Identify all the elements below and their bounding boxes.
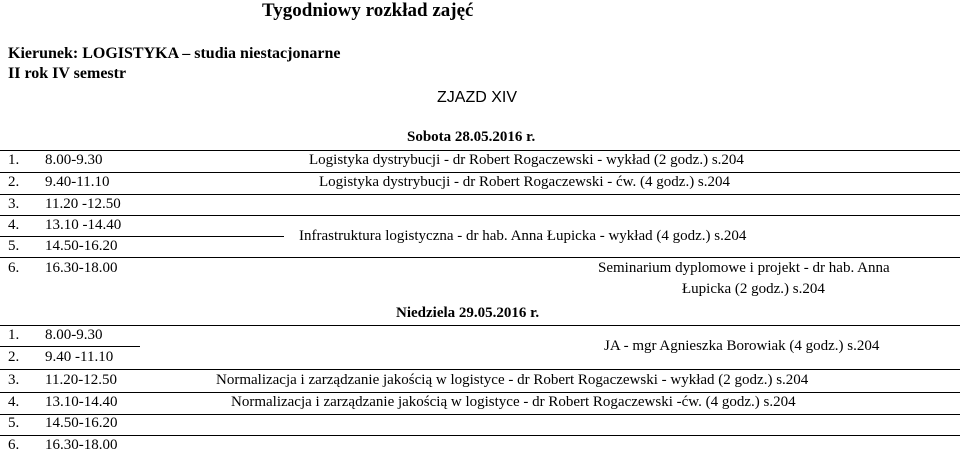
divider: [0, 435, 960, 436]
row-time: 11.20 -12.50: [45, 196, 121, 212]
row-number: 6.: [8, 260, 20, 276]
direction-prefix: Kierunek:: [8, 45, 83, 62]
row-number: 6.: [8, 437, 20, 453]
class-entry: Seminarium dyplomowe i projekt - dr hab. Anna: [598, 260, 890, 276]
row-time: 13.10-14.40: [45, 394, 118, 410]
divider: [0, 236, 284, 237]
divider: [0, 392, 960, 393]
saturday-day-label: Sobota 28.05.2016 r.: [407, 129, 536, 145]
row-time: 9.40-11.10: [45, 174, 110, 190]
divider: [0, 325, 960, 326]
divider: [0, 414, 960, 415]
divider: [0, 150, 960, 151]
divider: [0, 369, 960, 370]
year-semester: II rok IV semestr: [8, 65, 127, 82]
row-time: 8.00-9.30: [45, 327, 103, 343]
divider: [0, 257, 960, 258]
divider: [0, 172, 960, 173]
row-number: 5.: [8, 238, 20, 254]
divider: [0, 215, 960, 216]
row-number: 3.: [8, 372, 20, 388]
row-number: 3.: [8, 196, 20, 212]
class-entry: Logistyka dystrybucji - dr Robert Rogaczewski - wykład (2 godz.) s.204: [309, 152, 744, 168]
row-number: 4.: [8, 394, 20, 410]
direction-label: [8, 45, 340, 63]
row-time: 11.20-12.50: [45, 372, 117, 388]
class-entry: Infrastruktura logistyczna - dr hab. Anna Łupicka - wykład (4 godz.) s.204: [299, 228, 747, 244]
row-time: 14.50-16.20: [45, 238, 118, 254]
row-number: 1.: [8, 327, 20, 343]
class-entry: JA - mgr Agnieszka Borowiak (4 godz.) s.204: [604, 338, 880, 354]
direction-name: LOGISTYKA – studia niestacjonarne: [82, 45, 341, 62]
row-number: 4.: [8, 217, 20, 233]
row-time: 14.50-16.20: [45, 415, 118, 431]
class-entry-continued: Łupicka (2 godz.) s.204: [682, 281, 825, 297]
divider: [0, 346, 140, 347]
row-time: 16.30-18.00: [45, 437, 118, 453]
row-time: 9.40 -11.10: [45, 349, 114, 365]
zjazd-label: ZJAZD XIV: [437, 89, 518, 106]
row-time: 16.30-18.00: [45, 260, 118, 276]
row-time: 8.00-9.30: [45, 152, 103, 168]
row-time: 13.10 -14.40: [45, 217, 122, 233]
class-entry: Logistyka dystrybucji - dr Robert Rogaczewski - ćw. (4 godz.) s.204: [319, 174, 731, 190]
sunday-day-label: Niedziela 29.05.2016 r.: [396, 305, 540, 321]
row-number: 2.: [8, 174, 20, 190]
divider: [0, 194, 960, 195]
row-number: 1.: [8, 152, 20, 168]
page-title: Tygodniowy rozkład zajęć: [262, 0, 474, 21]
class-entry: Normalizacja i zarządzanie jakością w logistyce - dr Robert Rogaczewski -ćw. (4 godz.) s.204: [231, 394, 796, 410]
row-number: 5.: [8, 415, 20, 431]
row-number: 2.: [8, 349, 20, 365]
class-entry: Normalizacja i zarządzanie jakością w logistyce - dr Robert Rogaczewski - wykład (2 godz.) s.204: [216, 372, 809, 388]
